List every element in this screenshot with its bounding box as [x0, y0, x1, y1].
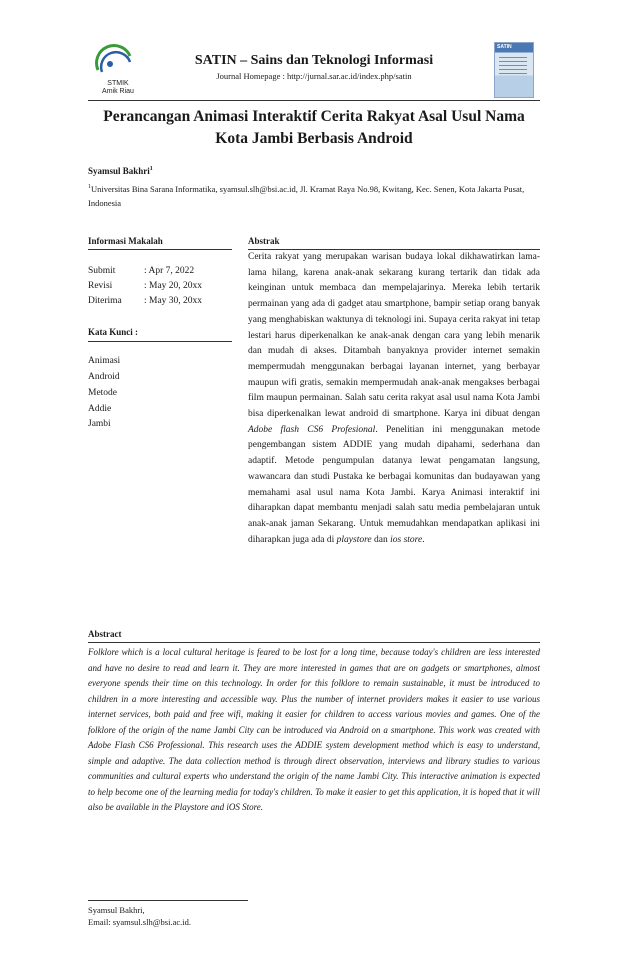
- info-heading: Informasi Makalah: [88, 236, 163, 246]
- footnote-email: Email: syamsul.slh@bsi.ac.id.: [88, 917, 191, 927]
- keyword-item: Animasi: [88, 356, 121, 366]
- journal-homepage: Journal Homepage : http://jurnal.sar.ac.id/index.php/satin: [216, 71, 412, 81]
- abstrak-body: [248, 250, 540, 548]
- keyword-item: Jambi: [88, 419, 111, 429]
- abstrak-italic: playstore: [336, 534, 372, 545]
- journal-cover-image: [494, 42, 534, 98]
- info-value: : May 20, 20xx: [144, 281, 203, 291]
- info-value: : May 30, 20xx: [144, 296, 203, 306]
- journal-title: SATIN – Sains dan Teknologi Informasi: [194, 53, 434, 68]
- paper-title: [88, 106, 540, 150]
- logo-caption: [92, 80, 144, 96]
- abstrak-italic: Adobe flash CS6 Profesional: [248, 424, 376, 435]
- footnote-divider: [88, 900, 248, 901]
- title-line-1: Perancangan Animasi Interaktif Cerita Rakyat Asal Usul Nama: [103, 108, 525, 125]
- cover-label: SATIN: [497, 44, 512, 50]
- journal-header: [88, 40, 540, 100]
- abstract-heading: Abstract: [88, 629, 122, 639]
- footnote-name: Syamsul Bakhri,: [88, 905, 145, 915]
- info-divider: [88, 249, 232, 250]
- info-label: Diterima: [88, 296, 122, 306]
- logo-line1: STMIK: [107, 80, 129, 87]
- affiliation-text: Universitas Bina Sarana Informatika, syamsul.slh@bsi.ac.id, Jl. Kramat Raya No.98, Kwitang, Kec. Senen, Kota Jakarta Pusat, Indonesia: [88, 183, 525, 208]
- abstrak-text: Cerita rakyat yang merupakan warisan budaya lokal dikhawatirkan lama-lama hilang, karena anak-anak sekarang kurang tertarik dan tidak ada keinginan untuk membaca dan mempelajarinya. Mereka lebih tertarik permainan yang ada di gadget atau smartphone, bampir setiap orang banyak yang menghabiskan waktunya di teknologi ini. Supaya cerita rakyat ini tetap lestari harus diperkenalkan ke anak-anak dengan cara yang lebih menarik dan mudah di akses. Ditambah banyaknya provider internet semakin mempermudah menggunakan berbagai layanan internet, yang berbayar maupun wifi gratis, semakin mempermudah anak-anak mengakses berbagai film maupun permainan. Salah satu cerita rakyat asal usul nama Kota Jambi bisa diperkenalkan lewat android di smartphone. Karya ini dibuat dengan: [248, 252, 540, 420]
- info-row-diterima: [88, 296, 202, 306]
- keywords-divider: [88, 341, 232, 342]
- title-line-2: Kota Jambi Berbasis Android: [215, 130, 413, 147]
- keywords-heading: Kata Kunci :: [88, 327, 139, 337]
- keyword-item: Metode: [88, 388, 118, 398]
- author-name: [88, 166, 153, 176]
- logo-line2: Amik Riau: [102, 88, 134, 95]
- abstrak-heading: Abstrak: [248, 236, 280, 246]
- abstract-body: Folklore which is a local cultural heritage is feared to be lost for a long time, because today's children are less interested and have no desire to read and learn it. They are more interested in games that are on gadgets or smartphones, almost everyone spends their time on this technology. In order for this folklore to remain sustainable, it must be introduced to children in a more interesting and accessible way. Plus the number of internet providers makes it easier to use various internet services, both paid and free wifi, making it easier for children to access various movies and games. One of the folklore of the origin of the name Jambi City can be introduced via Android on a smartphone. This work was created with Adobe Flash CS6 Professional. This research uses the ADDIE system development method which is easy to understand, simple and adaptive. The data collection method is through direct observation, interviews and library studies to various communities and cultural experts who understand the origin of the name Jambi City. This interactive animation is expected to help become one of the learning media for today's children. To make it easier to get this application, it is hoped that it will also be available in the Playstore and iOS Store.: [88, 647, 540, 812]
- keyword-item: Android: [88, 372, 120, 382]
- cover-decoration: [499, 57, 527, 77]
- info-label: Revisi: [88, 281, 113, 291]
- abstrak-text: .: [422, 534, 425, 545]
- abstrak-italic: ios store: [390, 534, 423, 545]
- info-row-submit: [88, 266, 194, 276]
- abstract-divider: [88, 642, 540, 643]
- info-label: Submit: [88, 266, 116, 276]
- author-affiliation: [88, 180, 540, 210]
- abstrak-text: dan: [371, 534, 391, 545]
- affiliation-superscript: 1: [88, 184, 91, 190]
- header-divider: [88, 100, 540, 101]
- abstrak-text: . Penelitian ini menggunakan metode pengembangan sistem ADDIE yang mudah dipahami, sederhana dan adaptif. Metode pengumpulan datanya lewat pengamatan langsung, wawancara dan studi Pustaka ke berbagai komunitas dan budayawan yang memahami asal usul nama Kota Jambi. Karya Animasi interaktif ini diharapkan dapat membantu menjadi salah satu media pembelajaran untuk anak-anak jaman Sekarang. Untuk memudahkan mendapatkan aplikasi ini diharapkan juga ada di: [248, 424, 540, 545]
- keyword-item: Addie: [88, 404, 112, 414]
- author-superscript: 1: [149, 166, 153, 172]
- info-value: : Apr 7, 2022: [144, 266, 195, 276]
- author-text: Syamsul Bakhri: [88, 166, 150, 176]
- stmik-logo: [92, 40, 138, 98]
- info-row-revisi: [88, 281, 202, 291]
